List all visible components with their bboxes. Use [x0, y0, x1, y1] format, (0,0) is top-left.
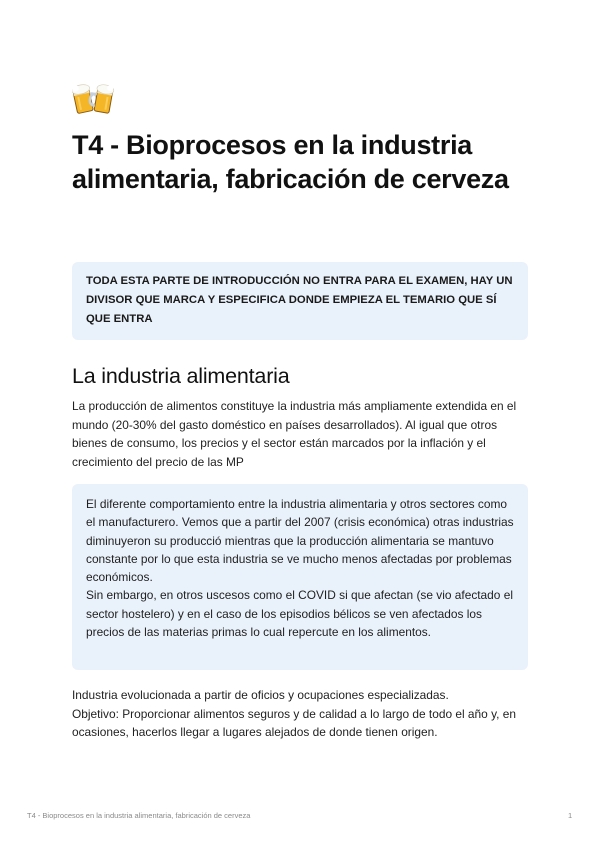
exam-notice-text: TODA ESTA PARTE DE INTRODUCCIÓN NO ENTRA PARA EL EXAMEN, HAY UN DIVISOR QUE MARCA Y ESPECIFICA DONDE EMPIEZA EL TEMARIO QUE SÍ QUE ENTRA [86, 275, 513, 325]
page-title: T4 - Bioprocesos en la industria alimentaria, fabricación de cerveza [72, 130, 509, 194]
info-callout-text-1: El diferente comportamiento entre la industria alimentaria y otros sectores como el manufacturero. Vemos que a partir del 2007 (crisis económica) otras industrias diminuyeron su producció mientras que la producción alimentaria se mantuvo constante por lo que esta industria se ve mucho menos afectadas por problemas económicos. [86, 497, 514, 585]
footer-running-title: T4 - Bioprocesos en la industria alimentaria, fabricación de cerveza [27, 811, 251, 820]
info-callout [72, 484, 528, 670]
page-number: 1 [568, 811, 573, 820]
exam-notice-callout [72, 262, 528, 340]
info-callout-text-2: Sin embargo, en otros uscesos como el COVID si que afectan (se vio afectado el sector hostelero) y en el caso de los episodios bélicos se ven afectados los precios de las materias primas lo cual repercute en los alimentos. [86, 588, 513, 640]
objective-line-1: Industria evolucionada a partir de oficios y ocupaciones especializadas. [72, 688, 449, 702]
objective-line-2: Objetivo: Proporcionar alimentos seguros y de calidad a lo largo de todo el año y, en ocasiones, hacerlos llegar a lugares alejados de donde tienen origen. [72, 706, 516, 739]
section-heading: La industria alimentaria [72, 364, 290, 388]
beer-mugs-icon [72, 80, 116, 116]
intro-paragraph: La producción de alimentos constituye la industria más ampliamente extendida en el mundo (20-30% del gasto doméstico en países desarrollados). Al igual que otros bienes de consumo, los precios y el sector están marcados por la inflación y el crecimiento del precio de las MP [72, 399, 517, 469]
objective-paragraph [72, 686, 528, 742]
